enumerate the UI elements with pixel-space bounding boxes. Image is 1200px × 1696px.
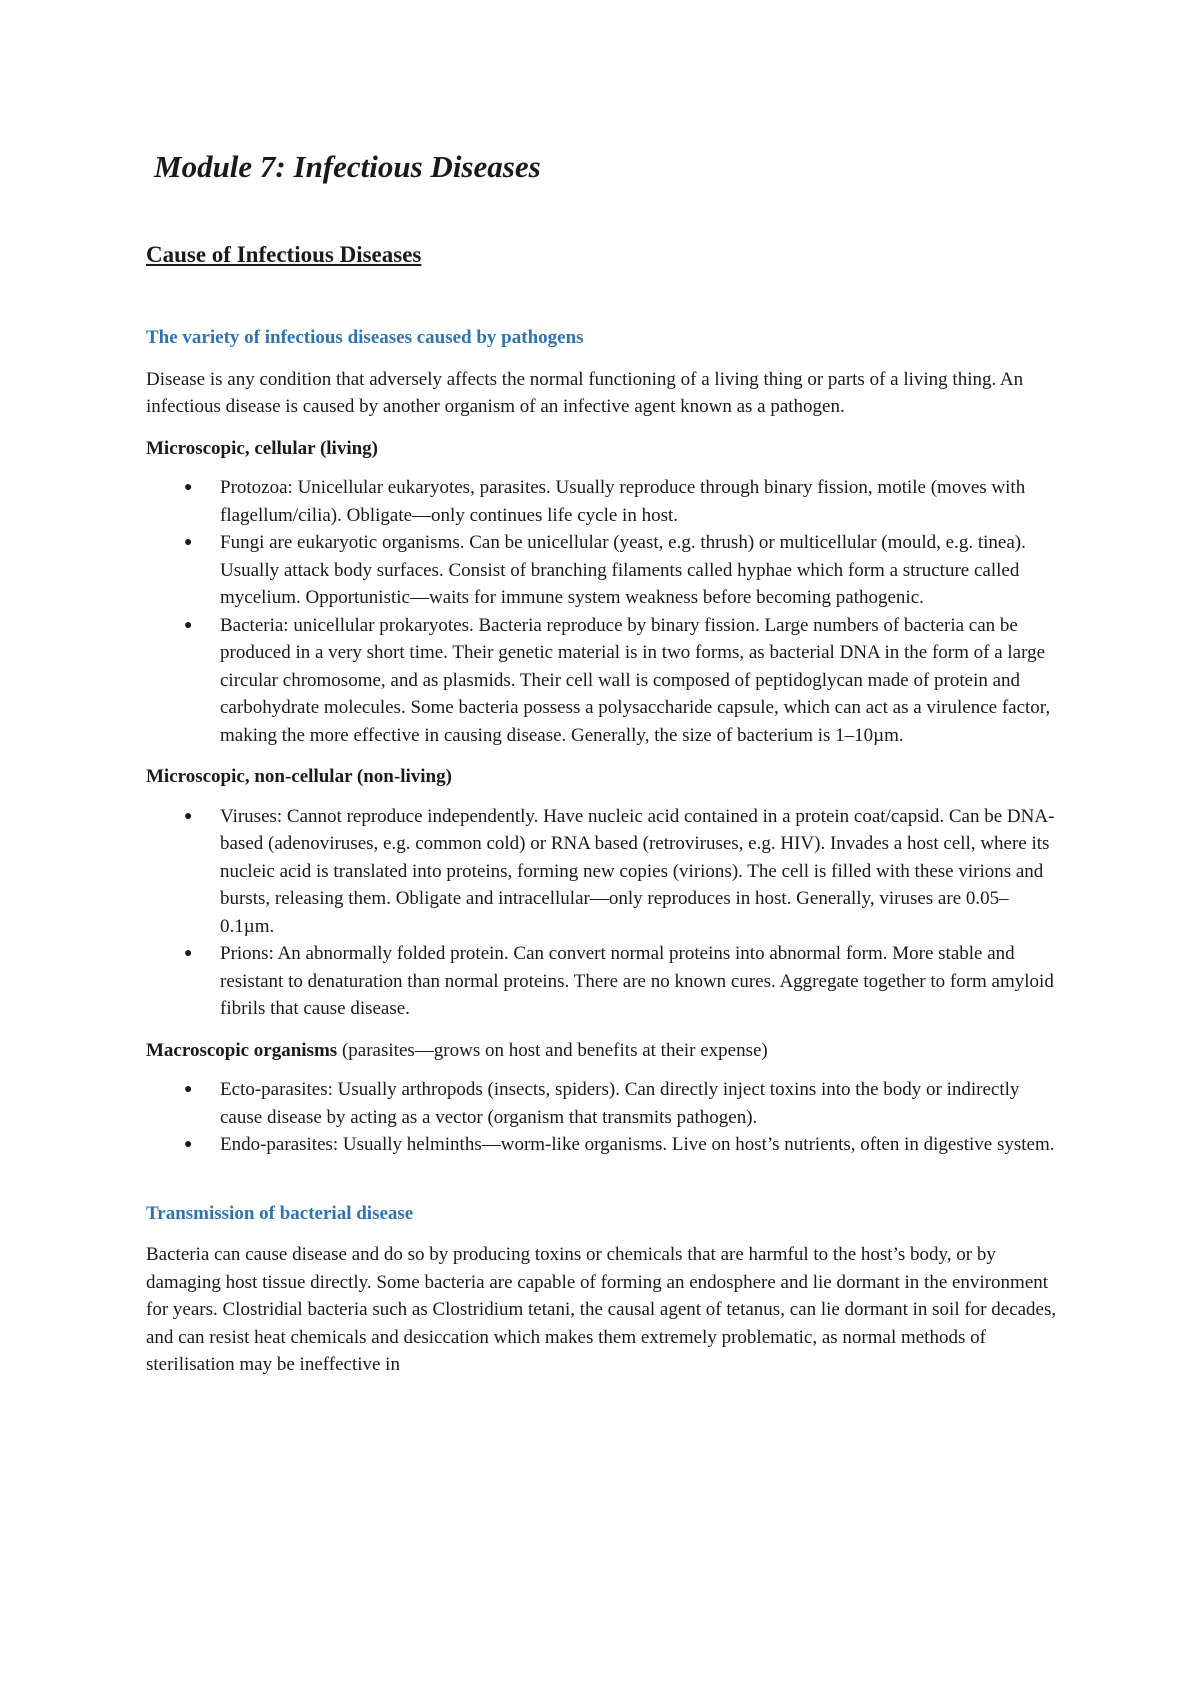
module-title: Module 7: Infectious Diseases xyxy=(154,149,541,184)
bullet-icon: ● xyxy=(184,535,193,551)
group-label-non-cellular-text: Microscopic, non-cellular (non-living) xyxy=(146,766,452,788)
list-item-text: Endo-parasites: Usually helminths—worm-like organisms. Live on host’s nutrients, often in digestive system. xyxy=(220,1134,1055,1156)
transmission-paragraph: Bacteria can cause disease and do so by producing toxins or chemicals that are harmful to the host’s body, or by damaging host tissue directly. Some bacteria are capable of forming an endosphere and lie dormant in the environment for years. Clostridial bacteria such as Clostridium tetani, the causal agent of tetanus, can lie dormant in soil for decades, and can resist heat chemicals and desiccation which makes them extremely problematic, as normal methods of sterilisation may be ineffective in xyxy=(146,1244,1057,1376)
list-item xyxy=(146,1076,1060,1131)
bullet-icon: ● xyxy=(184,808,193,824)
subsection-heading-transmission: Transmission of bacterial disease xyxy=(146,1202,414,1224)
subsection-heading-pathogens: The variety of infectious diseases caused by pathogens xyxy=(146,326,584,348)
group-label-macroscopic xyxy=(146,1037,1060,1065)
bullet-icon: ● xyxy=(184,617,193,633)
list-cellular xyxy=(146,474,1060,749)
list-item-text: Bacteria: unicellular prokaryotes. Bacteria reproduce by binary fission. Large numbers of bacteria can be produced in a very short time. Their genetic material is in two forms, as bacterial DNA in the form of a large circular chromosome, and as plasmids. Their cell wall is composed of peptidoglycan made of protein and carbohydrate molecules. Some bacteria possess a polysaccharide capsule, which can act as a virulence factor, making the more effective in causing disease. Generally, the size of bacterium is 1–10µm. xyxy=(220,614,1051,746)
list-item-text: Ecto-parasites: Usually arthropods (insects, spiders). Can directly inject toxins into the body or indirectly cause disease by acting as a vector (organism that transmits pathogen). xyxy=(220,1079,1020,1128)
list-item xyxy=(146,940,1060,1023)
list-item xyxy=(146,474,1060,529)
group-label-macroscopic-bold: Macroscopic organisms xyxy=(146,1039,338,1061)
list-item xyxy=(146,529,1060,612)
bullet-icon: ● xyxy=(184,480,193,496)
group-label-cellular-text: Microscopic, cellular (living) xyxy=(146,437,379,459)
section-heading: Cause of Infectious Diseases xyxy=(146,242,422,268)
list-item xyxy=(146,1131,1060,1159)
group-label-macroscopic-rest: (parasites—grows on host and benefits at their expense) xyxy=(337,1039,768,1061)
bullet-icon: ● xyxy=(184,1137,193,1153)
list-item xyxy=(146,612,1060,750)
list-item-text: Protozoa: Unicellular eukaryotes, parasites. Usually reproduce through binary fission, motile (moves with flagellum/cilia). Obligate—only continues life cycle in host. xyxy=(220,477,1026,526)
intro-paragraph: Disease is any condition that adversely affects the normal functioning of a living thing or parts of a living thing. An infectious disease is caused by another organism of an infective agent known as a pathogen. xyxy=(146,368,1024,418)
list-macroscopic xyxy=(146,1076,1060,1159)
bullet-icon: ● xyxy=(184,1082,193,1098)
list-item-text: Viruses: Cannot reproduce independently. Have nucleic acid contained in a protein coat/capsid. Can be DNA-based (adenoviruses, e.g. common cold) or RNA based (retroviruses, e.g. HIV). Invades a host cell, where its nucleic acid is translated into proteins, forming new copies (virions). The cell is filled with these virions and bursts, releasing them. Obligate and intracellular—only reproduces in host. Generally, viruses are 0.05–0.1µm. xyxy=(220,805,1055,937)
bullet-icon: ● xyxy=(184,946,193,962)
group-label-cellular xyxy=(146,435,1060,463)
list-non-cellular xyxy=(146,803,1060,1023)
list-item-text: Prions: An abnormally folded protein. Can convert normal proteins into abnormal form. More stable and resistant to denaturation than normal proteins. There are no known cures. Aggregate together to form amyloid fibrils that cause disease. xyxy=(220,943,1054,1020)
list-item xyxy=(146,803,1060,941)
group-label-non-cellular xyxy=(146,763,1060,791)
list-item-text: Fungi are eukaryotic organisms. Can be unicellular (yeast, e.g. thrush) or multicellular (mould, e.g. tinea). Usually attack body surfaces. Consist of branching filaments called hyphae which form a structure called mycelium. Opportunistic—waits for immune system weakness before becoming pathogenic. xyxy=(220,532,1026,609)
